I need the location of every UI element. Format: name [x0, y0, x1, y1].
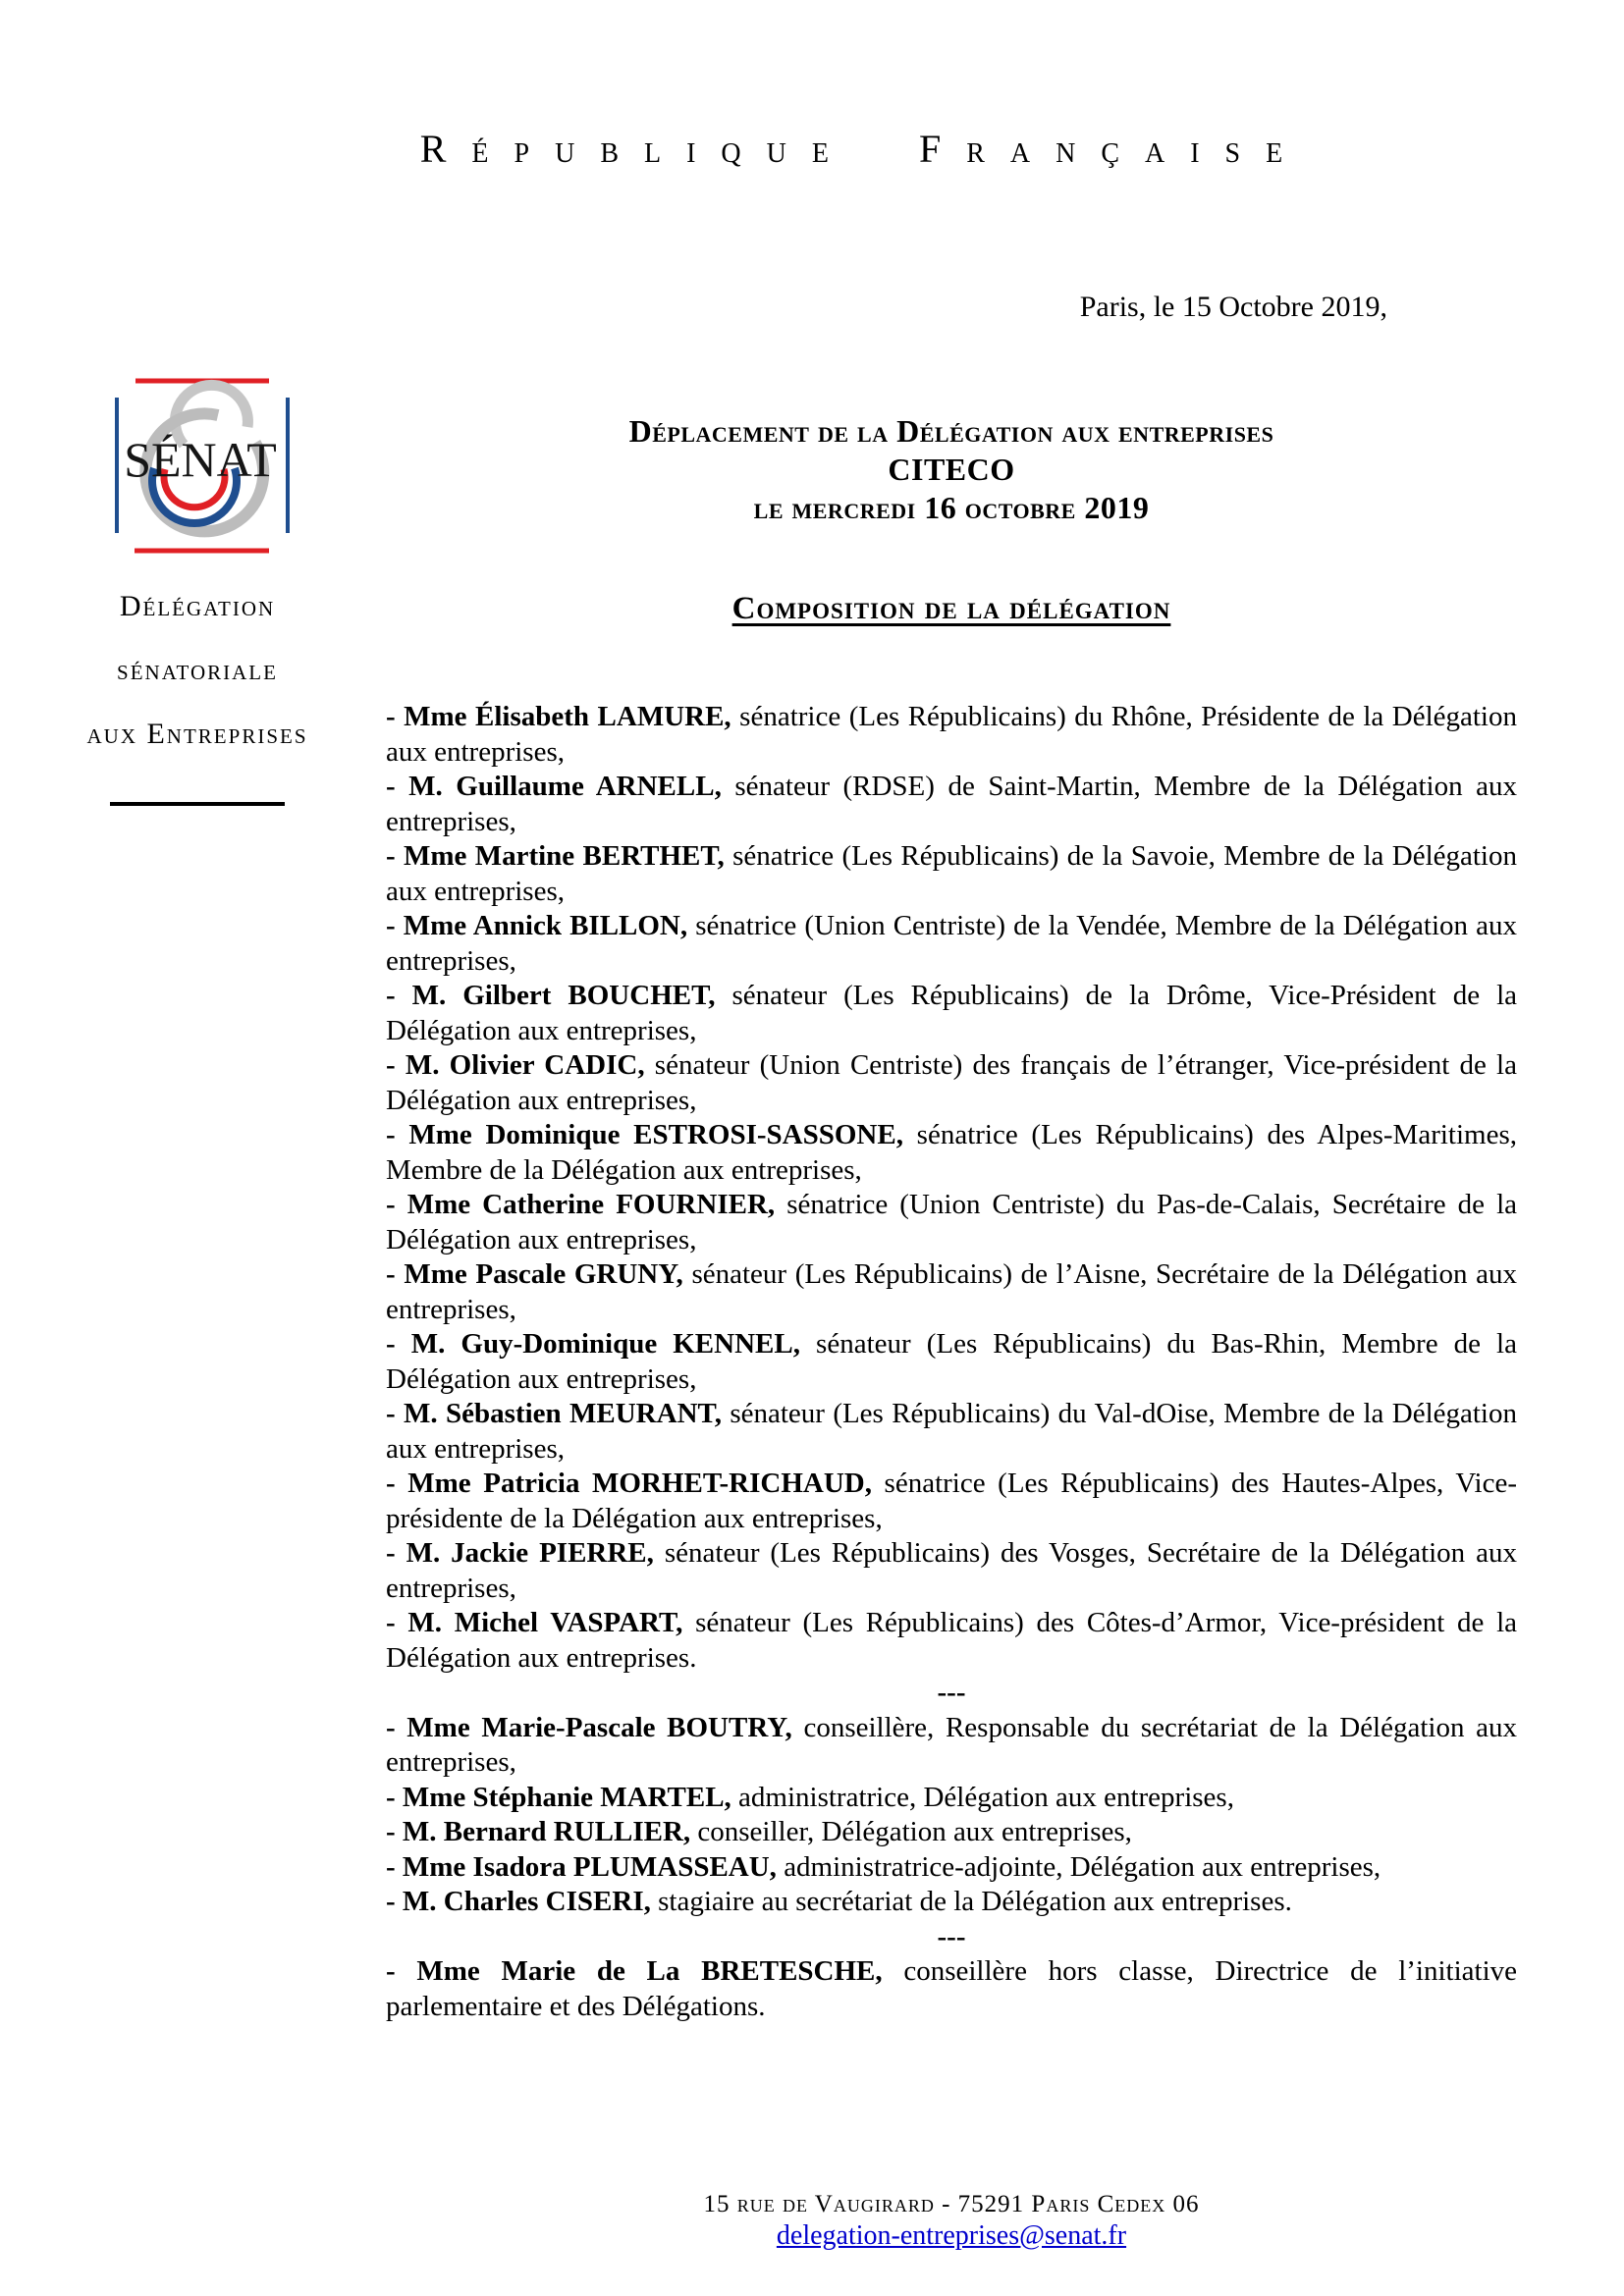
member-name: - Mme Martine BERTHET, [386, 840, 725, 872]
member-role: sénatrice (Les Républicains) des Alpes-Maritimes, Membre de la Délégation aux entreprises, [386, 1119, 1517, 1186]
member-item [386, 1257, 1517, 1327]
sidebar-line-senatoriale: sénatoriale [117, 654, 278, 686]
document-title [386, 412, 1517, 527]
director-item [386, 1954, 1517, 2024]
staff-role: administratrice, Délégation aux entreprises, [731, 1781, 1234, 1813]
senat-logo-graphic [98, 376, 324, 555]
email-link[interactable]: delegation-entreprises@senat.fr [776, 2220, 1127, 2251]
separator-dashes: --- [937, 1677, 966, 1708]
director-name: - Mme Marie de La BRETESCHE, [386, 1955, 883, 1987]
member-item [386, 1327, 1517, 1397]
member-item [386, 1397, 1517, 1467]
footer-email [386, 2219, 1517, 2253]
member-name: - M. Jackie PIERRE, [386, 1537, 654, 1569]
director-role: conseillère hors classe, Directrice de l’initiative parlementaire et des Délégations. [386, 1955, 1517, 2022]
republique-header: République Française [419, 127, 1309, 171]
staff-name: - Mme Stéphanie MARTEL, [386, 1781, 731, 1813]
logo-senat-text: SÉNAT [124, 432, 277, 487]
member-name: - Mme Patricia MORHET-RICHAUD, [386, 1468, 872, 1499]
main-content [386, 700, 1517, 2024]
staff-role: stagiaire au secrétariat de la Délégation aux entreprises. [650, 1886, 1292, 1917]
member-name: - Mme Annick BILLON, [386, 910, 688, 941]
page-footer [386, 2189, 1517, 2253]
member-role: sénatrice (Les Républicains) de la Savoie, Membre de la Délégation aux entreprises, [386, 840, 1517, 907]
staff-role: conseillère, Responsable du secrétariat de la Délégation aux entreprises, [386, 1711, 1518, 1778]
staff-item [386, 1815, 1517, 1850]
staff-item [386, 1850, 1517, 1886]
title-line-citeco: CITECO [888, 452, 1015, 487]
member-role: sénateur (Les Républicains) du Bas-Rhin, Membre de la Délégation aux entreprises, [386, 1328, 1517, 1395]
staff-item [386, 1885, 1517, 1920]
member-item [386, 979, 1517, 1048]
member-role: sénateur (Les Républicains) des Vosges, Secrétaire de la Délégation aux entreprises, [386, 1537, 1518, 1604]
member-item [386, 839, 1517, 909]
member-item [386, 1536, 1517, 1606]
staff-name: - M. Charles CISERI, [386, 1886, 651, 1917]
staff-list [386, 1711, 1517, 1920]
sidebar-line-delegation: Délégation [119, 590, 276, 622]
member-item [386, 1188, 1517, 1257]
senat-logo [98, 376, 324, 555]
member-name: - M. Guillaume ARNELL, [386, 771, 722, 802]
member-item [386, 1606, 1517, 1676]
member-role: sénatrice (Les Républicains) du Rhône, Présidente de la Délégation aux entreprises, [386, 701, 1517, 768]
member-item [386, 1048, 1517, 1118]
member-role: sénateur (Les Républicains) du Val-dOise, Membre de la Délégation aux entreprises, [386, 1398, 1517, 1465]
member-role: sénateur (Les Républicains) des Côtes-d’Armor, Vice-président de la Délégation aux entreprises. [386, 1607, 1517, 1674]
sidebar-delegation-label [54, 589, 341, 806]
section-heading-composition [386, 591, 1517, 627]
member-role: sénatrice (Union Centriste) du Pas-de-Calais, Secrétaire de la Délégation aux entreprises, [386, 1189, 1518, 1255]
member-role: sénateur (Union Centriste) des français de l’étranger, Vice-président de la Délégation aux entreprises, [386, 1049, 1517, 1116]
member-role: sénateur (Les Républicains) de la Drôme, Vice-Président de la Délégation aux entreprises, [386, 980, 1517, 1046]
title-line-date: le mercredi 16 octobre 2019 [753, 490, 1150, 525]
staff-item [386, 1781, 1517, 1816]
section-heading-text: Composition de la délégation [731, 591, 1171, 626]
member-item [386, 1467, 1517, 1536]
member-role: sénateur (Les Républicains) de l’Aisne, Secrétaire de la Délégation aux entreprises, [386, 1258, 1517, 1325]
member-role: sénatrice (Les Républicains) des Hautes-Alpes, Vice-présidente de la Délégation aux entreprises, [386, 1468, 1518, 1534]
member-item [386, 700, 1517, 770]
member-name: - M. Michel VASPART, [386, 1607, 683, 1638]
member-name: - M. Sébastien MEURANT, [386, 1398, 722, 1429]
separator-dashes: --- [937, 1920, 966, 1952]
member-name: - Mme Catherine FOURNIER, [386, 1189, 776, 1220]
sidebar-divider [110, 802, 285, 806]
member-name: - Mme Pascale GRUNY, [386, 1258, 683, 1290]
footer-address: 15 rue de Vaugirard - 75291 Paris Cedex 06 [703, 2191, 1200, 2217]
sidebar-line-aux-entreprises: aux Entreprises [86, 718, 308, 750]
member-name: - M. Olivier CADIC, [386, 1049, 645, 1081]
member-name: - M. Gilbert BOUCHET, [386, 980, 716, 1011]
members-list [386, 700, 1517, 1676]
date-line: Paris, le 15 Octobre 2019, [1079, 291, 1387, 323]
member-name: - Mme Élisabeth LAMURE, [386, 701, 731, 732]
staff-name: - Mme Marie-Pascale BOUTRY, [386, 1711, 792, 1743]
member-item [386, 770, 1517, 839]
staff-role: administratrice-adjointe, Délégation aux entreprises, [776, 1850, 1381, 1883]
member-role: sénateur (RDSE) de Saint-Martin, Membre de la Délégation aux entreprises, [386, 771, 1517, 837]
member-item [386, 909, 1517, 979]
member-item [386, 1118, 1517, 1188]
staff-name: - M. Bernard RULLIER, [386, 1816, 691, 1847]
staff-role: conseiller, Délégation aux entreprises, [690, 1816, 1132, 1847]
member-name: - Mme Dominique ESTROSI-SASSONE, [386, 1119, 903, 1150]
member-name: - M. Guy-Dominique KENNEL, [386, 1328, 800, 1360]
staff-name: - Mme Isadora PLUMASSEAU, [386, 1850, 777, 1883]
member-role: sénatrice (Union Centriste) de la Vendée, Membre de la Délégation aux entreprises, [386, 910, 1518, 977]
staff-item [386, 1711, 1517, 1781]
title-line-deplacement: Déplacement de la Délégation aux entreprises [628, 413, 1274, 449]
